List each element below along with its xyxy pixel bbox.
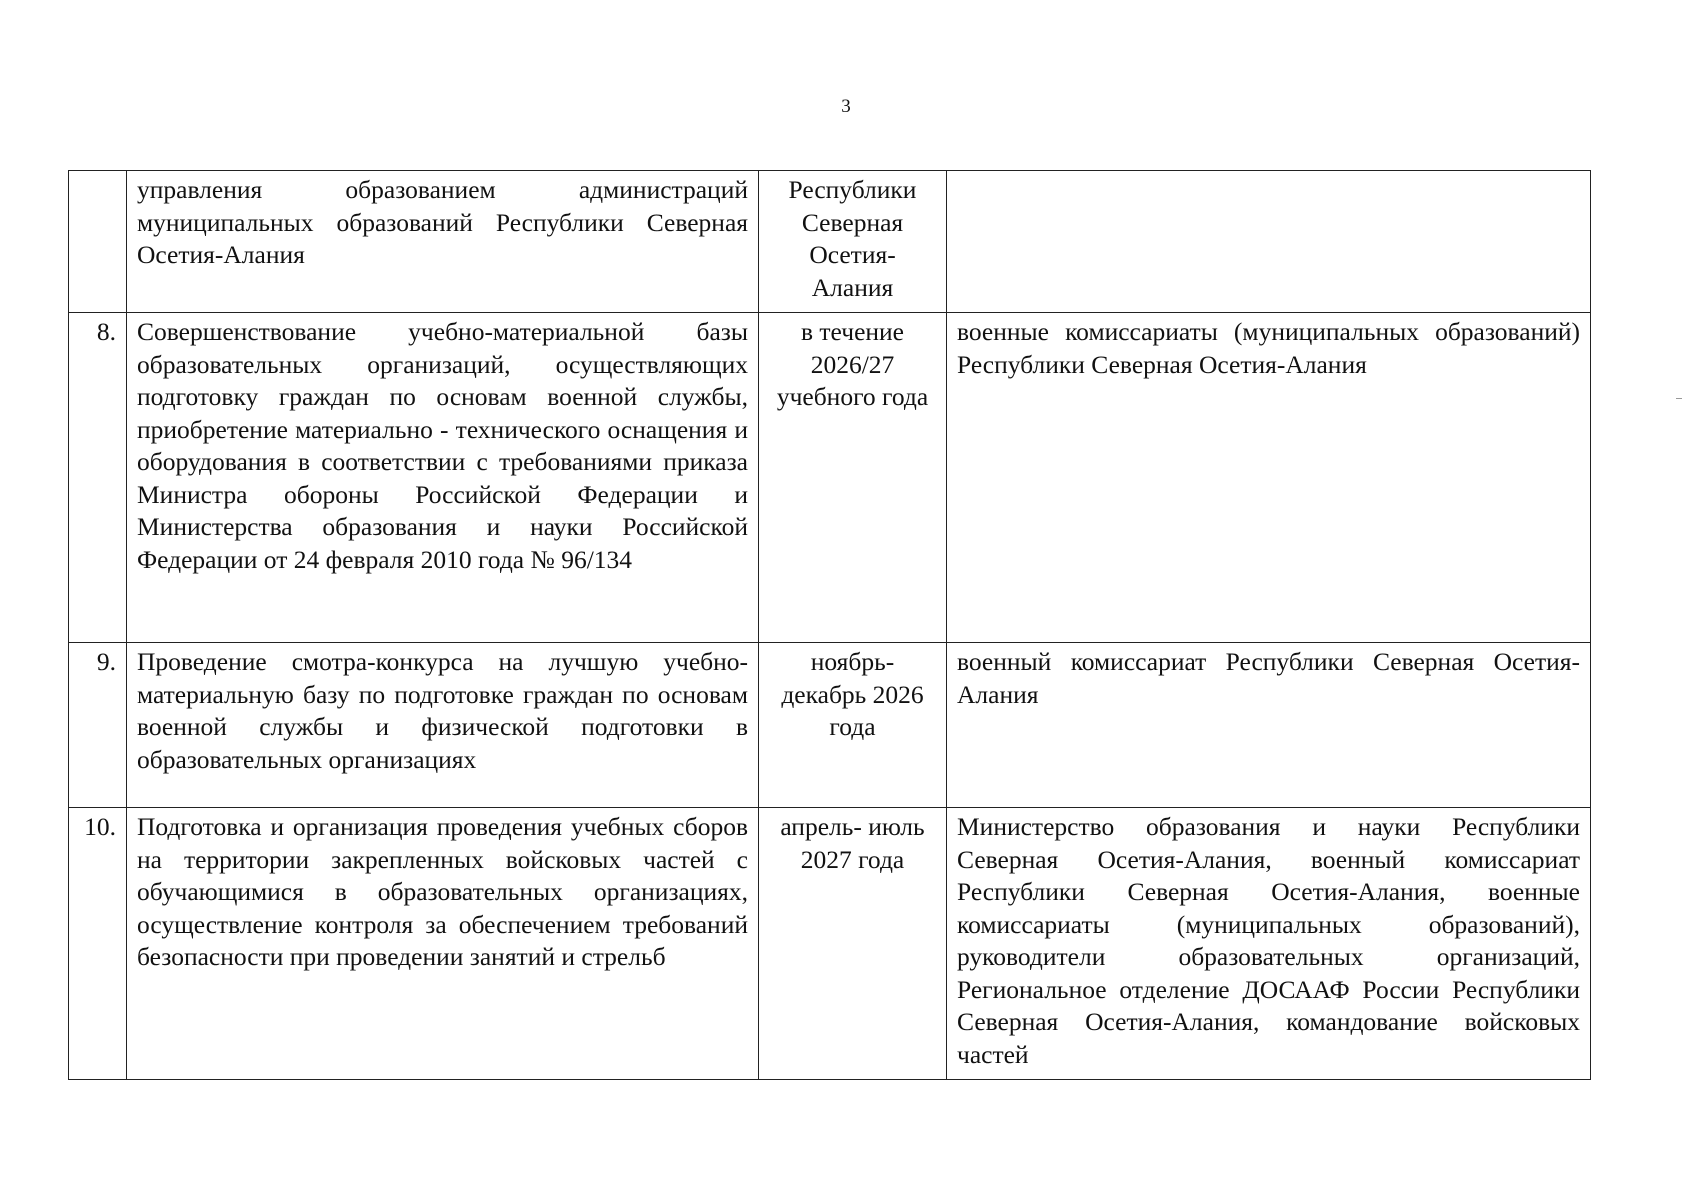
activity-cell: управления образованием администраций муниципальных образований Республики Северная Осетия-Алания (127, 171, 759, 313)
table-row (69, 643, 1591, 808)
term-cell: ноябрь-декабрь 2026 года (759, 643, 947, 808)
term-cell: апрель- июль 2027 года (759, 808, 947, 1080)
table-row (69, 313, 1591, 643)
activity-cell: Совершенствование учебно-материальной базы образовательных организаций, осуществляющих подготовку граждан по основам военной службы, приобретение материально - технического оснащения и оборудования в соответствии с требованиями приказа Министра обороны Российской Федерации и Министерства образования и науки Российской Федерации от 24 февраля 2010 года № 96/134 (127, 313, 759, 643)
executors-cell: военный комиссариат Республики Северная Осетия-Алания (947, 643, 1591, 808)
activity-cell: Проведение смотра-конкурса на лучшую учебно-материальную базу по подготовке граждан по основам военной службы и физической подготовки в образовательных организациях (127, 643, 759, 808)
row-number: 8. (69, 313, 127, 643)
scan-mark (1676, 398, 1682, 399)
table-row (69, 808, 1591, 1080)
page-number: 3 (841, 96, 851, 117)
activity-cell: Подготовка и организация проведения учебных сборов на территории закрепленных войсковых частей с обучающимися в образовательных организациях, осуществление контроля за обеспечением требований безопасности при проведении занятий и стрельб (127, 808, 759, 1080)
executors-cell: Министерство образования и науки Республики Северная Осетия-Алания, военный комиссариат Республики Северная Осетия-Алания, военные комиссариаты (муниципальных образований), руководители образовательных организаций, Региональное отделение ДОСААФ России Республики Северная Осетия-Алания, командование войсковых частей (947, 808, 1591, 1080)
executors-cell (947, 171, 1591, 313)
executors-cell: военные комиссариаты (муниципальных образований) Республики Северная Осетия-Алания (947, 313, 1591, 643)
table-row (69, 171, 1591, 313)
row-number: 9. (69, 643, 127, 808)
row-number: 10. (69, 808, 127, 1080)
term-cell: Республики Северная Осетия-Алания (759, 171, 947, 313)
row-number (69, 171, 127, 313)
plan-table (68, 170, 1591, 1080)
term-cell: в течение 2026/27 учебного года (759, 313, 947, 643)
